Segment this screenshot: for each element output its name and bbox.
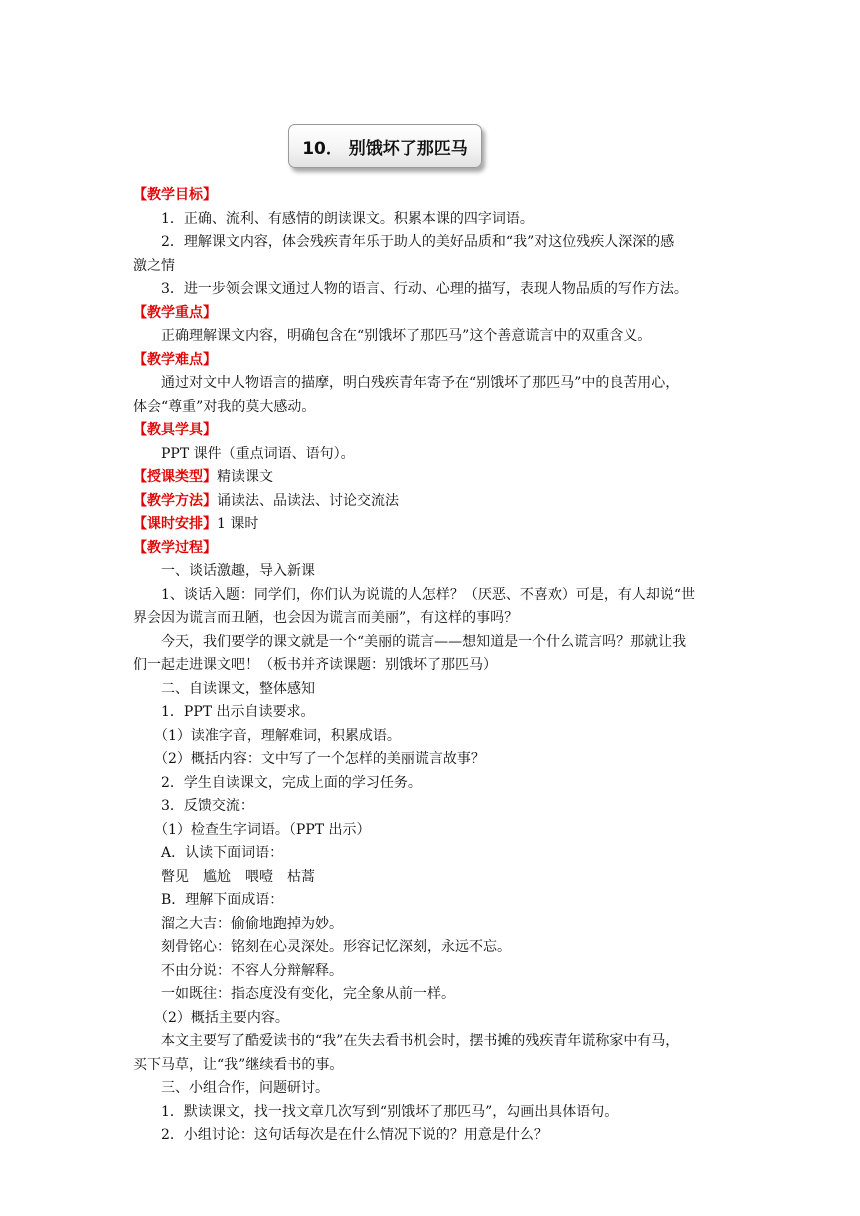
section-heading: [133, 537, 733, 561]
section-heading-label: 【教学目标】: [133, 187, 217, 203]
body-line: 正确理解课文内容，明确包含在“别饿坏了那匹马”这个善意谎言中的双重含义。: [161, 328, 652, 344]
section-heading: [133, 419, 733, 443]
body-line: 刻骨铭心：铭刻在心灵深处。形容记忆深刻，永远不忘。: [161, 939, 511, 955]
section-heading: [133, 349, 733, 373]
body-line: 二、自读课文，整体感知: [161, 680, 315, 697]
body-line: PPT 课件（重点词语、语句）。: [161, 445, 355, 462]
body-line: 3．进一步领会课文通过人物的语言、行动、心理的描写，表现人物品质的写作方法。: [161, 281, 688, 297]
lesson-title: 10． 别饿坏了那匹马: [288, 124, 482, 168]
lesson-content: [133, 184, 733, 1148]
body-line: 1．PPT 出示自读要求。: [161, 704, 315, 720]
section-heading-with-value: [133, 466, 733, 490]
section-heading-label: 【授课类型】: [133, 469, 217, 485]
section-heading-label: 【教学过程】: [133, 539, 217, 556]
body-line: 一如既往：指态度没有变化，完全象从前一样。: [161, 986, 455, 1002]
body-line: 界会因为谎言而丑陋，也会因为谎言而美丽”，有这样的事吗？: [133, 610, 519, 626]
body-line: 体会“尊重”对我的莫大感动。: [133, 398, 316, 415]
body-line: 通过对文中人物语言的描摩，明白残疾青年寄予在“别饿坏了那匹马”中的良苦用心，: [161, 375, 680, 391]
body-line: （2）概括主要内容。: [154, 1009, 289, 1026]
body-line: 3．反馈交流：: [161, 798, 254, 814]
body-line: （1）检查生字词语。（PPT 出示）: [154, 821, 371, 838]
section-heading-label: 【课时安排】: [133, 516, 217, 532]
body-line: 本文主要写了酷爱读书的“我”在失去看书机会时，摆书摊的残疾青年谎称家中有马，: [161, 1033, 680, 1049]
body-line: 三、小组合作，问题研讨。: [161, 1080, 329, 1096]
body-line: 2．理解课文内容，体会残疾青年乐于助人的美好品质和“我”对这位残疾人深深的感: [161, 234, 675, 250]
body-line: 1．默读课文，找一找文章几次写到“别饿坏了那匹马”，勾画出具体语句。: [161, 1103, 619, 1120]
body-line: A．认读下面词语：: [161, 845, 284, 861]
section-value: 精读课文: [217, 469, 273, 485]
section-heading-label: 【教学重点】: [133, 304, 217, 321]
body-line: 今天，我们要学的课文就是一个“美丽的谎言——想知道是一个什么谎言吗？那就让我: [161, 633, 687, 650]
body-line: 溜之大吉：偷偷地跑掉为妙。: [161, 915, 343, 932]
body-line: 1、谈话入题：同学们，你们认为说谎的人怎样？（厌恶、不喜欢）可是，有人却说“世: [161, 586, 696, 603]
body-line: 不由分说：不容人分辩解释。: [161, 962, 343, 979]
section-heading-label: 【教学方法】: [133, 492, 217, 509]
section-heading-label: 【教学难点】: [133, 351, 217, 368]
section-heading: [133, 184, 733, 208]
body-line: （1）读准字音，理解难词，积累成语。: [154, 727, 401, 744]
section-heading: [133, 302, 733, 326]
section-heading-with-value: [133, 490, 733, 514]
section-value: 1 课时: [217, 516, 259, 532]
section-heading-with-value: [133, 513, 733, 537]
body-line: 瞥见 尴尬 喂噎 枯蒿: [161, 868, 315, 885]
body-line: 2．小组讨论：这句话每次是在什么情况下说的？用意是什么？: [161, 1127, 548, 1143]
body-line: 们一起走进课文吧！（板书并齐读课题：别饿坏了那匹马）: [133, 657, 497, 673]
body-line: 2．学生自读课文，完成上面的学习任务。: [161, 774, 422, 791]
section-heading-label: 【教具学具】: [133, 422, 217, 438]
body-line: B．理解下面成语：: [161, 892, 284, 908]
body-line: 一、谈话激趣，导入新课: [161, 563, 315, 579]
body-line: 激之情: [133, 257, 175, 274]
body-line: 1．正确、流利、有感情的朗读课文。积累本课的四字词语。: [161, 210, 534, 227]
section-value: 诵读法、品读法、讨论交流法: [217, 492, 399, 509]
body-line: （2）概括内容：文中写了一个怎样的美丽谎言故事？: [154, 751, 485, 767]
body-line: 买下马草，让“我”继续看书的事。: [133, 1056, 344, 1073]
